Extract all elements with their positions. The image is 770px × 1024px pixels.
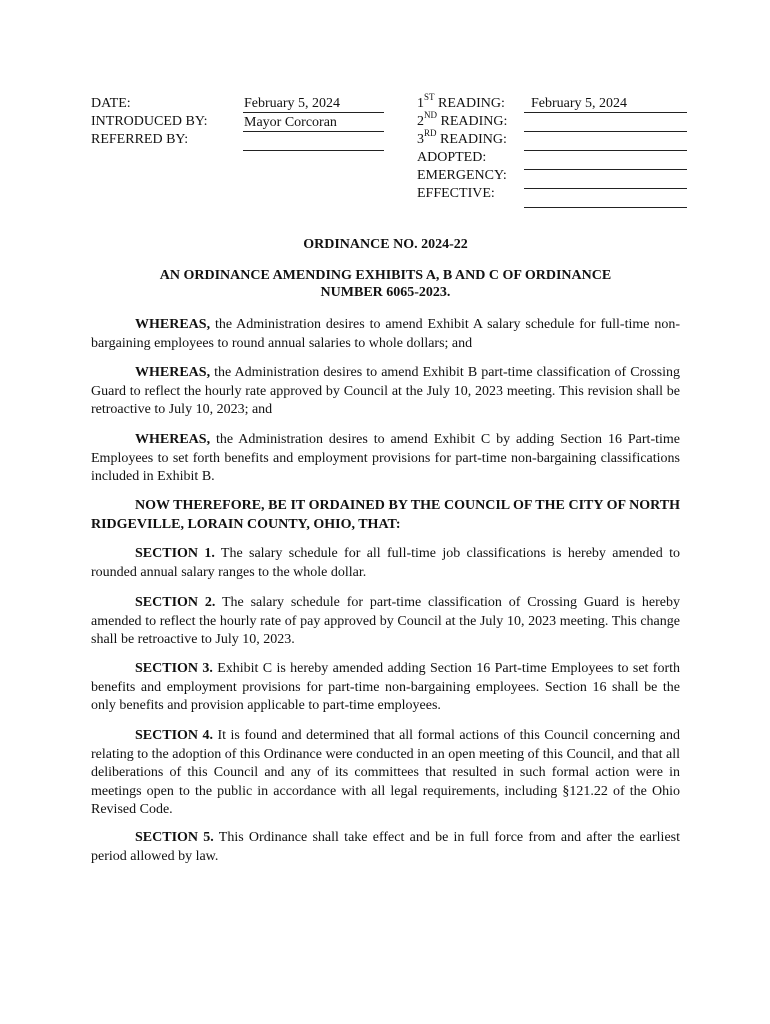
whereas-lead: WHEREAS, [135, 365, 211, 380]
whereas-clause-2 [91, 364, 680, 420]
third-reading-value [524, 133, 687, 151]
effective-label: EFFECTIVE: [417, 186, 495, 201]
section-text: The salary schedule for all full-time job classifications is hereby amended to rounded annual salary ranges to the whole dollar. [91, 546, 680, 580]
introduced-by-label: INTRODUCED BY: [91, 114, 208, 129]
section-4 [91, 727, 680, 820]
second-reading-value [524, 114, 687, 132]
section-lead: SECTION 5. [135, 830, 214, 845]
section-lead: SECTION 2. [135, 595, 216, 610]
section-lead: SECTION 4. [135, 728, 213, 743]
adopted-value [524, 152, 687, 170]
date-label: DATE: [91, 96, 131, 111]
header-right-labels [417, 92, 508, 203]
section-text: It is found and determined that all formal actions of this Council concerning and relating to the adoption of this Ordinance were conducted in an open meeting of this Council, and that all deliberations of this Council and any of its committees that resulted in such formal action were in meetings open to the public in accordance with all legal requirements, including §121.22 of the Ohio Revised Code. [91, 728, 681, 817]
section-text: The salary schedule for part-time classification of Crossing Guard is hereby amended to reflect the hourly rate of pay approved by Council at the July 10, 2023 meeting. This change shall be retroactive to July 10, 2023. [91, 595, 680, 647]
section-text: Exhibit C is hereby amended adding Section 16 Part-time Employees to set forth benefits and employment provisions for part-time non-bargaining employees. Section 16 shall be the only benefits and provision applicable to part-time employees. [91, 661, 680, 713]
whereas-clause-3 [91, 431, 680, 487]
ordinance-subtitle-line2: NUMBER 6065-2023. [320, 285, 451, 300]
date-value: February 5, 2024 [243, 95, 384, 113]
section-text: This Ordinance shall take effect and be in full force from and after the earliest period allowed by law. [91, 830, 680, 864]
section-5 [91, 829, 680, 866]
emergency-label: EMERGENCY: [417, 168, 507, 183]
referred-by-label: REFERRED BY: [91, 132, 189, 147]
ordinance-subtitle [91, 267, 680, 301]
third-reading-label: 3RD READING: [417, 128, 507, 147]
whereas-text: the Administration desires to amend Exhibit C by adding Section 16 Part-time Employees to set forth benefits and employment provisions for part-time non-bargaining classifications included in Exhibit B. [91, 432, 680, 484]
introduced-by-value: Mayor Corcoran [243, 114, 384, 132]
header-right-values [524, 95, 687, 209]
section-2 [91, 594, 680, 650]
section-lead: SECTION 1. [135, 546, 215, 561]
header-left-labels [91, 95, 208, 149]
now-therefore-clause: NOW THEREFORE, BE IT ORDAINED BY THE COUNCIL OF THE CITY OF NORTH RIDGEVILLE, LORAIN COUNTY, OHIO, THAT: [91, 498, 680, 532]
effective-value [524, 190, 687, 208]
adopted-label: ADOPTED: [417, 150, 487, 165]
whereas-lead: WHEREAS, [135, 317, 211, 332]
emergency-value [524, 171, 687, 189]
header-left-values [243, 95, 384, 152]
referred-by-value [243, 133, 384, 151]
whereas-text: the Administration desires to amend Exhibit A salary schedule for full-time non-bargaining employees to round annual salaries to whole dollars; and [91, 317, 680, 351]
first-reading-value: February 5, 2024 [524, 95, 687, 113]
whereas-clause-1 [91, 316, 680, 353]
section-lead: SECTION 3. [135, 661, 213, 676]
section-1 [91, 545, 680, 582]
first-reading-label: 1ST READING: [417, 92, 505, 111]
second-reading-label: 2ND READING: [417, 110, 508, 129]
whereas-text: the Administration desires to amend Exhibit B part-time classification of Crossing Guard to reflect the hourly rate approved by Council at the July 10, 2023 meeting. This revision shall be retroactive to July 10, 2023; and [91, 365, 680, 417]
section-3 [91, 660, 680, 716]
ordinance-subtitle-line1: AN ORDINANCE AMENDING EXHIBITS A, B AND C OF ORDINANCE [159, 268, 612, 283]
ordinance-number-title: ORDINANCE NO. 2024-22 [303, 237, 468, 252]
whereas-lead: WHEREAS, [135, 432, 211, 447]
